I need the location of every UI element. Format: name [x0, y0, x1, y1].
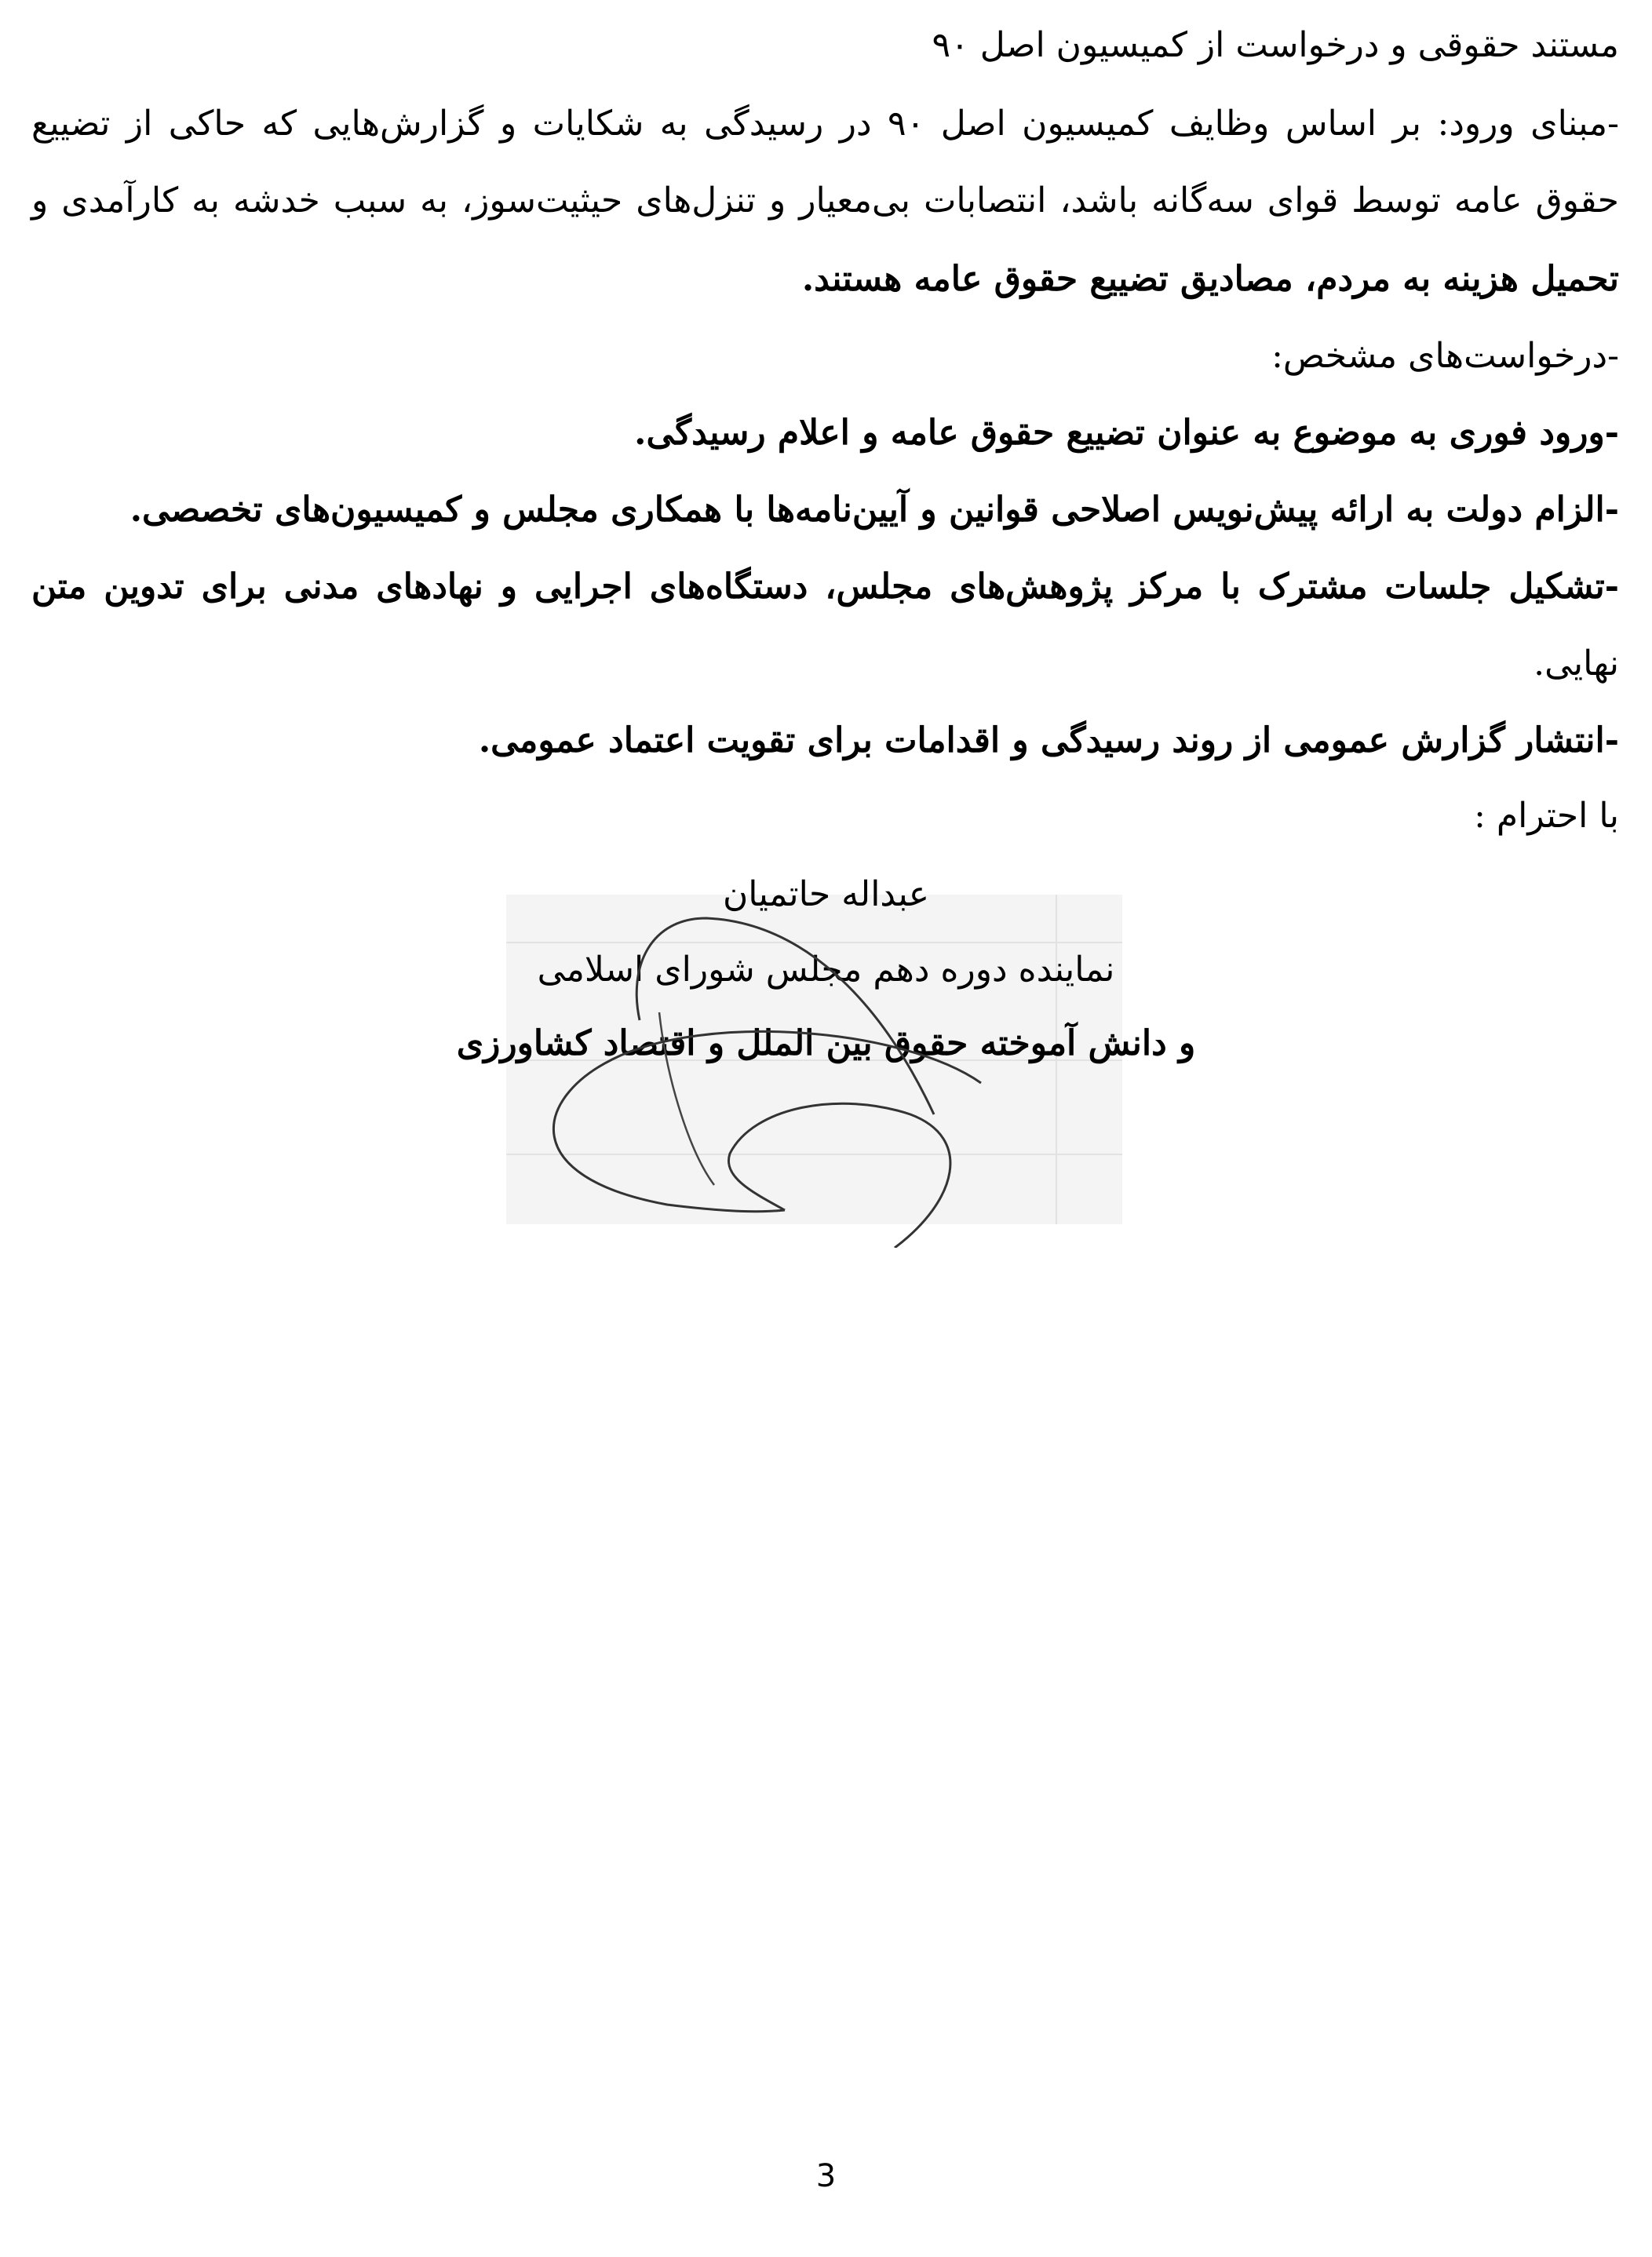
signatory-position: نماینده دوره دهم مجلس شورای اسلامی — [537, 950, 1115, 990]
requests-heading: -درخواست‌های مشخص: — [1271, 336, 1619, 376]
signatory-name: عبداله حاتمیان — [722, 874, 930, 914]
request-item-3-continuation: نهایی. — [1533, 644, 1619, 684]
request-item-1: -ورود فوری به موضوع به عنوان تضییع حقوق عامه و اعلام رسیدگی. — [634, 413, 1619, 453]
signatory-education: و دانش آموخته حقوق بین الملل و اقتصاد کشاورزی — [456, 1023, 1196, 1063]
handwritten-signature-icon — [471, 902, 1177, 1248]
basis-line-2: حقوق عامه توسط قوای سه‌گانه باشد، انتصابات بی‌معیار و تنزل‌های حیثیت‌سوز، به سبب خدشه به کارآمدی و — [31, 180, 1619, 221]
closing-salutation: با احترام : — [1474, 796, 1619, 836]
request-item-4: -انتشار گزارش عمومی از روند رسیدگی و اقدامات برای تقویت اعتماد عمومی. — [478, 720, 1619, 760]
request-item-2: -الزام دولت به ارائه پیش‌نویس اصلاحی قوانین و آیین‌نامه‌ها با همکاری مجلس و کمیسیون‌های تخصصی. — [129, 490, 1619, 530]
document-title: مستند حقوقی و درخواست از کمیسیون اصل ۹۰ — [932, 25, 1619, 65]
request-item-3: -تشکیل جلسات مشترک با مرکز پژوهش‌های مجلس، دستگاه‌های اجرایی و نهادهای مدنی برای تدوین متن — [31, 567, 1619, 607]
basis-line-3: تحمیل هزینه به مردم، مصادیق تضییع حقوق عامه هستند. — [801, 259, 1619, 299]
basis-line-1: -مبنای ورود: بر اساس وظایف کمیسیون اصل ۹۰ در رسیدگی به شکایات و گزارش‌هایی که حاکی از تضییع — [31, 104, 1619, 144]
page-number: 3 — [815, 2158, 837, 2194]
